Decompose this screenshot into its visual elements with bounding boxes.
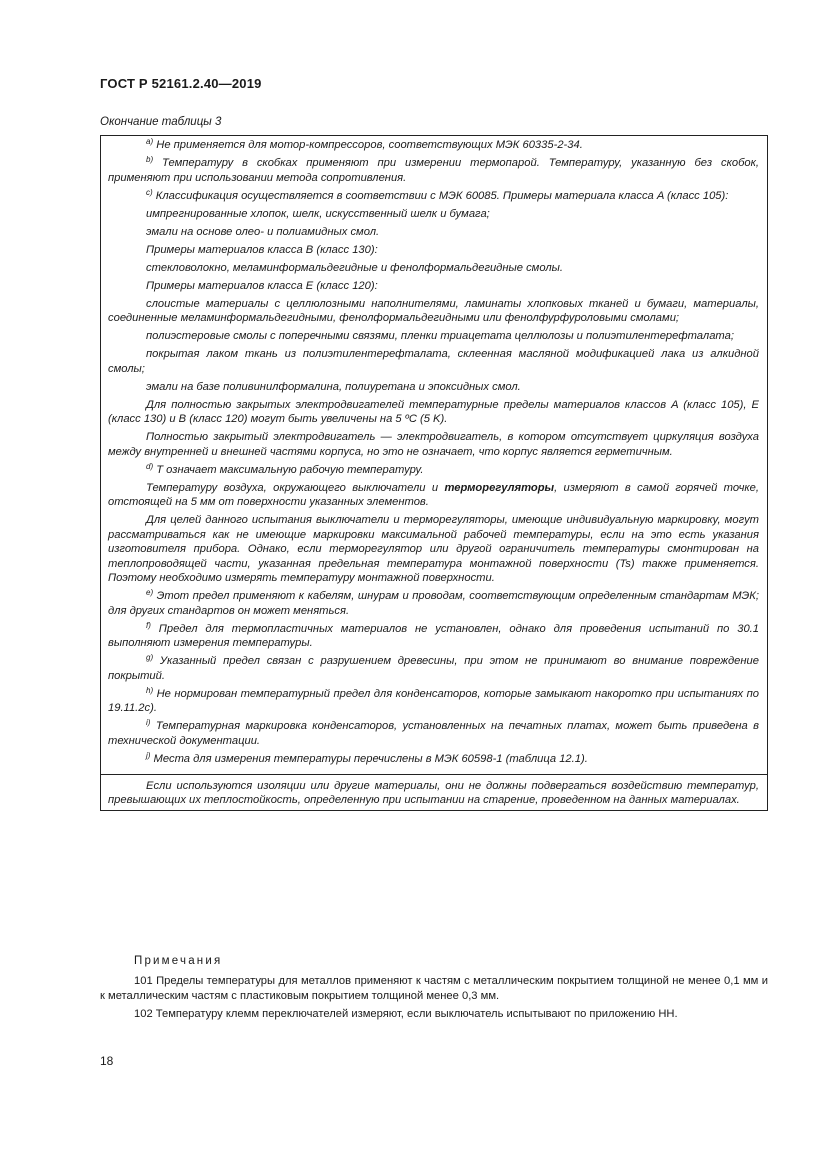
footnote-mark: a) <box>146 137 154 146</box>
footnote-text: Классификация осуществляется в соответствии с МЭК 60085. Примеры материала класса A (класс 105): <box>152 189 729 202</box>
footnote-text: Не применяется для мотор-компрессоров, соответствующих МЭК 60335-2-34. <box>153 139 583 151</box>
footnote-text: эмали на основе олео- и полиамидных смол. <box>146 225 380 238</box>
footnote-mark: d) <box>146 461 154 471</box>
footnote-mark: b) <box>146 155 154 164</box>
footnote-text: Этот предел применяют к кабелям, шнурам и проводам, соответствующим определенным стандартам МЭК; для других стандартов он может меняться. <box>108 590 759 617</box>
footnote-paragraph <box>108 207 759 222</box>
footnote-mark: c) <box>146 187 153 197</box>
footnote-paragraph <box>108 513 759 586</box>
footnote-text: Для полностью закрытых электродвигателей температурные пределы материалов классов A (класс 105), E (класс 130) и B (класс 120) могут быть увеличены на 5 ºС (5 K). <box>108 398 759 425</box>
footnote-text: Температурная маркировка конденсаторов, установленных на печатных платах, может быть приведена в технической документации. <box>108 720 759 747</box>
footnote-text-after: , измеряют в самой горячей точке, отстоящей на 5 мм от поверхности указанных элементов. <box>108 481 759 508</box>
footnote-paragraph <box>108 654 759 683</box>
footnote-text: стекловолокно, меламинформальдегидные и фенолформальдегидные смолы. <box>146 261 563 274</box>
footnote-paragraph <box>108 463 759 478</box>
footnote-mark: h) <box>146 685 154 695</box>
footnote-paragraph <box>108 430 759 459</box>
footnote-text: Температуру воздуха, окружающего выключатели и <box>146 481 445 494</box>
footnote-paragraph <box>108 279 759 294</box>
footnote-paragraph <box>108 622 759 651</box>
footnote-text: полиэстеровые смолы с поперечными связями, пленки триацетата целлюлозы и полиэтилентерефталата; <box>146 330 734 342</box>
table-last-row <box>101 775 767 810</box>
footnote-text: Места для измерения температуры перечислены в МЭК 60598-1 (таблица 12.1). <box>150 752 588 765</box>
footnotes-cell <box>101 136 767 775</box>
footnote-paragraph <box>108 347 759 376</box>
footnote-paragraph <box>108 752 759 767</box>
footnote-text: эмали на базе поливинилформалина, полиуретана и эпоксидных смол. <box>146 380 521 393</box>
footnote-paragraph <box>108 481 759 510</box>
footnote-bold-term: терморегуляторы <box>444 481 555 494</box>
footnote-mark: i) <box>146 718 151 727</box>
footnote-mark: f) <box>146 620 151 630</box>
note-101: 101 Пределы температуры для металлов применяют к частям с металлическим покрытием толщиной не менее 0,1 мм и к металлическим частям с пластиковым покрытием толщиной менее 0,3 мм. <box>100 975 768 1002</box>
footnote-mark: g) <box>146 653 154 662</box>
page-number: 18 <box>100 1054 114 1068</box>
note-102: 102 Температуру клемм переключателей измеряют, если выключатель испытывают по приложению НН. <box>134 1008 678 1020</box>
footnote-text: Полностью закрытый электродвигатель — электродвигатель, в котором отсутствует циркуляция воздуха между внутренней и внешней частями корпуса, но это не означает, что корпус является герметичным. <box>108 431 759 458</box>
notes-body <box>100 974 768 1026</box>
footnote-text: Для целей данного испытания выключатели и терморегуляторы, имеющие индивидуальную маркировку, могут рассматриваться как не имеющие маркировки максимальной рабочей температуры, если на это есть указания изготовителя прибора. Однако, если терморегулятор или другой ограничитель температуры смонтирован на теплопроводящей части, указанная предельная температура монтажной поверхности (Ts) также применяется. Поэтому необходимо измерять температуру монтажной поверхности. <box>108 514 759 584</box>
footnote-paragraph <box>108 156 759 185</box>
footnote-paragraph <box>108 297 759 326</box>
footnote-paragraph <box>108 138 759 153</box>
footnote-paragraph <box>108 380 759 395</box>
footnote-text: Не нормирован температурный предел для конденсаторов, которые замыкают накоротко при испытаниях по 19.11.2c). <box>108 687 759 714</box>
footnote-text: T означает максимальную рабочую температуру. <box>153 463 424 476</box>
footnote-paragraph <box>108 189 759 204</box>
footnote-text: Указанный предел связан с разрушением древесины, при этом не принимают во внимание повреждение покрытий. <box>108 655 759 682</box>
footnote-paragraph <box>108 243 759 258</box>
document-header: ГОСТ Р 52161.2.40—2019 <box>100 76 262 91</box>
footnote-text: Температуру в скобках применяют при измерении термопарой. Температуру, указанную без скобок, применяют при использовании метода сопротивления. <box>108 157 759 184</box>
footnote-paragraph <box>108 719 759 748</box>
footnote-paragraph <box>108 329 759 344</box>
footnote-text: Примеры материалов класса B (класс 130): <box>146 243 378 256</box>
footnote-mark: j) <box>146 750 151 760</box>
footnote-mark: e) <box>146 588 154 597</box>
footnote-text: Примеры материалов класса E (класс 120): <box>146 279 378 292</box>
footnote-text: Предел для термопластичных материалов не установлен, однако для проведения испытаний по 30.1 выполняют измерения температуры. <box>108 622 759 649</box>
table-caption: Окончание таблицы 3 <box>100 116 222 128</box>
footnote-text: импрегнированные хлопок, шелк, искусственный шелк и бумага; <box>146 207 490 220</box>
footnote-paragraph <box>108 261 759 276</box>
footnote-text: покрытая лаком ткань из полиэтилентерефталата, склеенная масляной модификацией лака из алкидной смолы; <box>108 348 759 375</box>
footnote-paragraph <box>108 225 759 240</box>
notes-title: Примечания <box>134 955 223 967</box>
table-3-continuation <box>100 135 768 811</box>
last-row-text: Если используются изоляции или другие материалы, они не должны подвергаться воздействию температур, превышающих их теплостойкость, определенную при испытании на старение, проведенном на данных материалах. <box>108 779 759 806</box>
footnote-paragraph <box>108 398 759 427</box>
footnote-paragraph <box>108 687 759 716</box>
footnote-paragraph <box>108 589 759 618</box>
footnote-text: слоистые материалы с целлюлозными наполнителями, ламинаты хлопковых тканей и бумаги, материалы, соединенные меламинформальдегидными, фенолформальдегидными или фенолфурфуроловыми смолами; <box>108 297 759 324</box>
